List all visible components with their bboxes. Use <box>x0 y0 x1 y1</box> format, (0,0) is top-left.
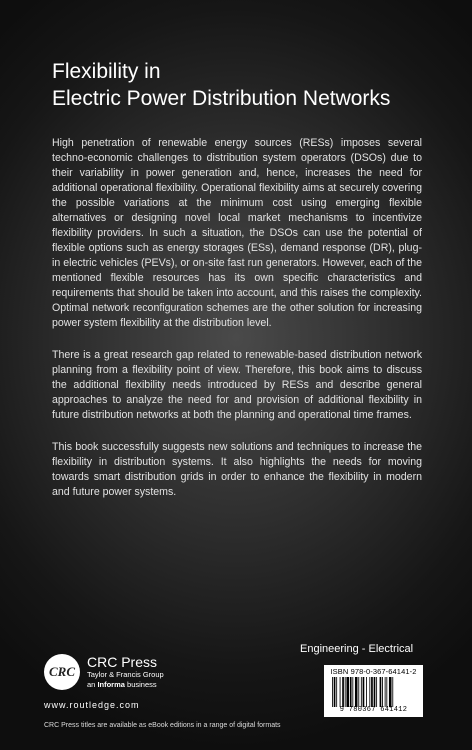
title-line-1: Flexibility in <box>52 60 161 83</box>
subject-category: Engineering - Electrical <box>300 643 414 655</box>
barcode-icon <box>330 677 418 707</box>
publisher-url: www.routledge.com <box>44 700 140 710</box>
barcode-digits: 9 780367 641412 <box>339 706 408 714</box>
blurb-paragraph-1: High penetration of renewable energy sources (RESs) imposes several techno-economic challenges to distribution system operators (DSOs) due to their variability in power generation and, hence, increases the need for additional operational flexibility. Operational flexibility aims at securely covering the possible variations at the minimum cost using emerging flexible alternatives or designing novel local market mechanisms to incentivize flexibility providers. In such a situation, the DSOs can use the potential of flexible options such as energy storages (ESs), demand response (DR), plug-in electric vehicles (PEVs), or on-site fast run generators. However, each of the mentioned flexible resources has its own specific characteristics and requirements that should be taken into account, and this raises the complexity. Optimal network reconfiguration schemes are the other solution for increasing power system flexibility at the distribution level. <box>52 137 422 329</box>
isbn-label: ISBN 978-0-367-64141-2 <box>330 667 417 676</box>
blurb-paragraph-2: There is a great research gap related to renewable-based distribution network planning from a flexibility point of view. Therefore, this book aims to discuss the additional flexibility needs introduced by RESs and describe general approaches to analyze the need for and provision of additional flexibility in future distribution networks at both the planning and operational time frames. <box>52 349 422 421</box>
blurb-paragraph-3: This book successfully suggests new solutions and techniques to increase the flexibility in distribution systems. It also highlights the needs for moving towards smart distribution grids in order to enhance the flexibility in modern and future power systems. <box>52 441 422 498</box>
isbn-barcode <box>324 665 423 717</box>
book-title <box>52 58 390 112</box>
crc-logo-icon: CRC <box>44 654 80 690</box>
title-line-2: Electric Power Distribution Networks <box>52 87 391 110</box>
back-cover-blurb <box>52 136 422 517</box>
ebook-footnote: CRC Press titles are available as eBook editions in a range of digital formats <box>44 722 281 729</box>
publisher-business: an Informa business <box>87 680 157 689</box>
publisher-group: Taylor & Francis Group <box>87 670 164 679</box>
publisher-name: CRC Press <box>87 654 158 670</box>
publisher-block <box>44 654 164 690</box>
